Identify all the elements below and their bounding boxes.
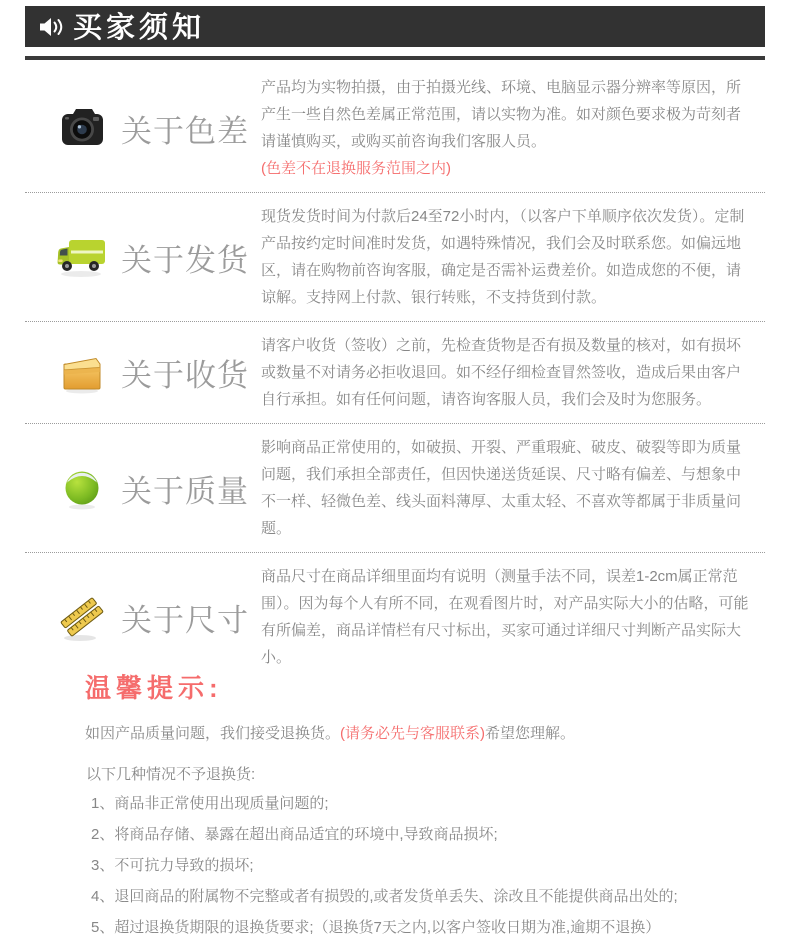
speaker-icon [38,16,64,38]
returns-item: 1、商品非正常使用出现质量问题的; [91,795,329,812]
section-title: 关于发货 [121,242,249,278]
section-paragraph: 请客户收货（签收）之前，先检查货物是否有损及数量的核对，如有损坏或数量不对请务必拒收退回。如不经仔细检查冒然签收，造成后果由客户自行承担。如有任何问题，请咨询客服人员，我们会及时为您服务。 [261,337,742,408]
section-shipping [25,192,765,321]
warm-tips-block [85,668,745,746]
section-size [25,552,765,681]
returns-heading: 以下几种情况不予退换货: [86,766,256,783]
notice-sections [25,64,765,681]
section-title: 关于收货 [121,358,249,393]
header-bar [25,6,765,47]
section-paragraph: 现货发货时间为付款后24至72小时内，（以客户下单顺序依次发货）。定制产品按约定时间准时发货，如遇特殊情况，我们会及时联系您。如偏远地区，请在购物前咨询客服，确定是否需补运费差价。如造成您的不便，请谅解。支持网上付款、银行转账，不支持货到付款。 [261,208,745,306]
section-paragraph: 产品均为实物拍摄，由于拍摄光线、环境、电脑显示器分辨率等原因，所产生一些自然色差属正常范围，请以实物为准。如对颜色要求极为苛刻者请谨慎购买，或购买前咨询我们客服人员。 [261,79,742,150]
section-red-note: (色差不在退换服务范围之内) [261,160,451,177]
tips-text-before: 如因产品质量问题，我们接受退换货。 [85,725,341,742]
double-rule [25,56,765,60]
returns-item: 2、将商品存储、暴露在超出商品适宜的环境中,导致商品损坏; [91,826,498,843]
tips-text-after: 希望您理解。 [485,725,576,742]
section-receiving [25,321,765,423]
section-paragraph: 影响商品正常使用的，如破损、开裂、严重瑕疵、破皮、破裂等即为质量问题，我们承担全部责任，但因快递送货延误、尺寸略有偏差、与想象中不一样、轻微色差、线头面料薄厚、太重太轻、不喜欢等都属于非质量问题。 [261,439,742,537]
truck-icon [43,200,121,314]
no-return-conditions [86,762,766,943]
tips-red-text: (请务必先与客服联系) [340,725,486,742]
green-sphere-icon [43,431,121,545]
rulers-icon [43,560,121,674]
section-quality [25,423,765,552]
returns-item: 5、超过退换货期限的退换货要求;（退换货7天之内,以客户签收日期为准,逾期不退换） [91,919,661,936]
section-color-difference [25,64,765,192]
camera-icon [43,71,121,185]
page-title: 买家须知 [73,12,206,44]
tips-title: 温馨提示: [85,673,223,703]
section-paragraph: 商品尺寸在商品详细里面均有说明（测量手法不同，误差1-2cm属正常范围）。因为每个人有所不同，在观看图片时，对产品实际大小的估略，可能有所偏差，商品详情栏有尺寸标出，买家可通过详细尺寸判断产品实际大小。 [261,568,749,666]
returns-item: 4、退回商品的附属物不完整或者有损毁的,或者发货单丢失、涂改且不能提供商品出处的; [91,888,678,905]
returns-item: 3、不可抗力导致的损坏; [91,857,254,874]
section-title: 关于色差 [121,113,249,149]
section-title: 关于尺寸 [121,602,249,638]
package-icon [43,329,121,416]
section-title: 关于质量 [121,473,249,509]
tips-line [85,722,745,746]
